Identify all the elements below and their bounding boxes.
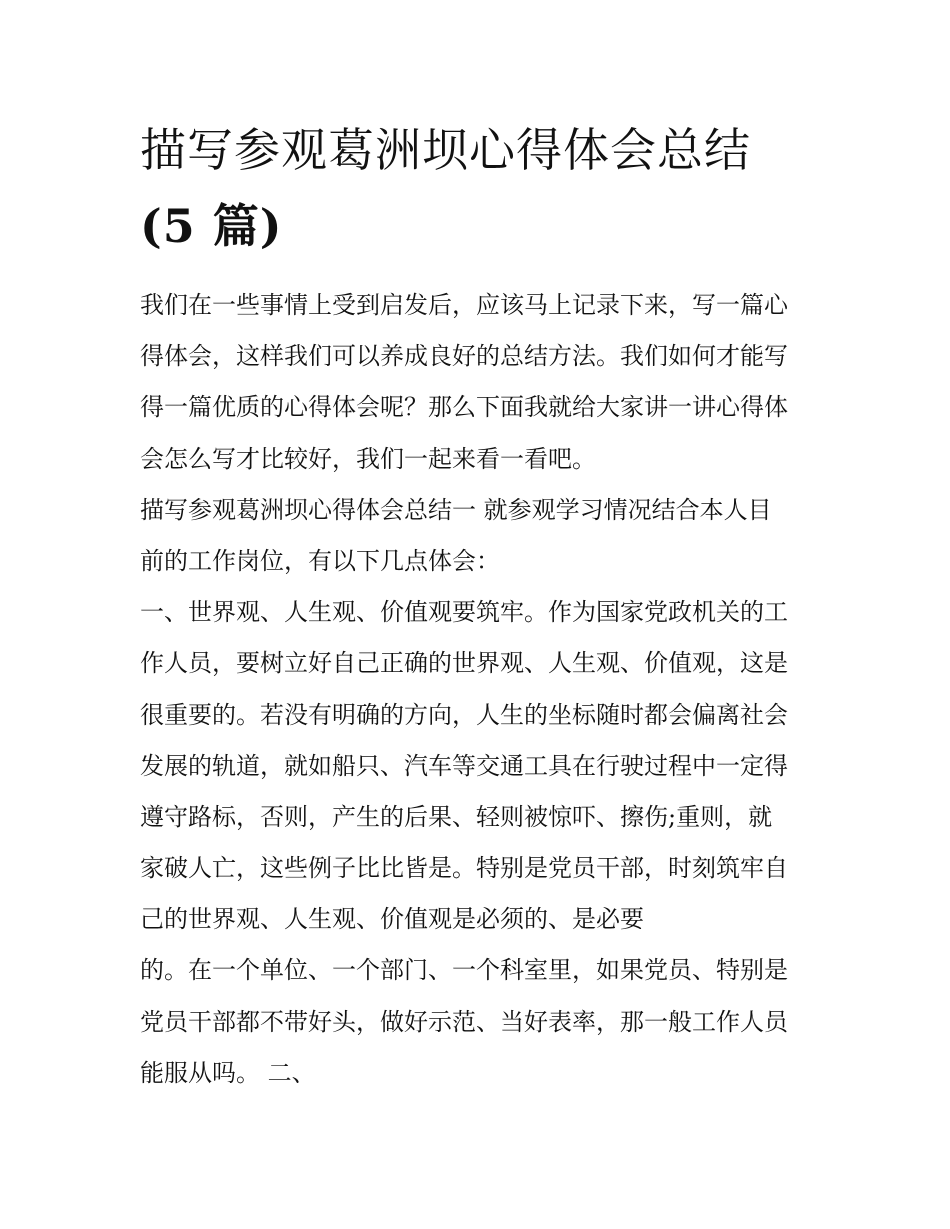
text-line: 前的工作岗位，有以下几点体会：	[140, 546, 500, 575]
text-line: 能服从吗。 二、	[140, 1058, 316, 1087]
text-line: 己的世界观、人生观、价值观是必须的、是必要	[140, 905, 644, 934]
title-line-1: 描写参观葛洲坝心得体会总结	[140, 123, 751, 177]
document-title	[140, 112, 830, 264]
text-line: 家破人亡，这些例子比比皆是。特别是党员干部，时刻筑牢自	[140, 854, 788, 883]
text-line: 描写参观葛洲坝心得体会总结一 就参观学习情况结合本人目	[140, 495, 772, 524]
text-line: 会怎么写才比较好，我们一起来看一看吧。	[140, 444, 596, 473]
body-text	[140, 280, 820, 1099]
text-line: 一、世界观、人生观、价值观要筑牢。作为国家党政机关的工	[140, 598, 788, 627]
text-line: 很重要的。若没有明确的方向，人生的坐标随时都会偏离社会	[140, 700, 788, 729]
text-line: 遵守路标，否则，产生的后果、轻则被惊吓、擦伤;重则，就	[140, 802, 773, 831]
text-line: 发展的轨道，就如船只、汽车等交通工具在行驶过程中一定得	[140, 751, 788, 780]
text-line: 得体会，这样我们可以养成良好的总结方法。我们如何才能写	[140, 342, 788, 371]
text-line: 得一篇优质的心得体会呢？那么下面我就给大家讲一讲心得体	[140, 393, 788, 422]
title-line-2: (5 篇)	[140, 199, 283, 253]
text-line: 的。在一个单位、一个部门、一个科室里，如果党员、特别是	[140, 956, 788, 985]
text-line: 我们在一些事情上受到启发后，应该马上记录下来，写一篇心	[140, 291, 788, 319]
text-line: 作人员，要树立好自己正确的世界观、人生观、价值观，这是	[140, 649, 788, 678]
text-line: 党员干部都不带好头，做好示范、当好表率，那一般工作人员	[140, 1007, 788, 1036]
